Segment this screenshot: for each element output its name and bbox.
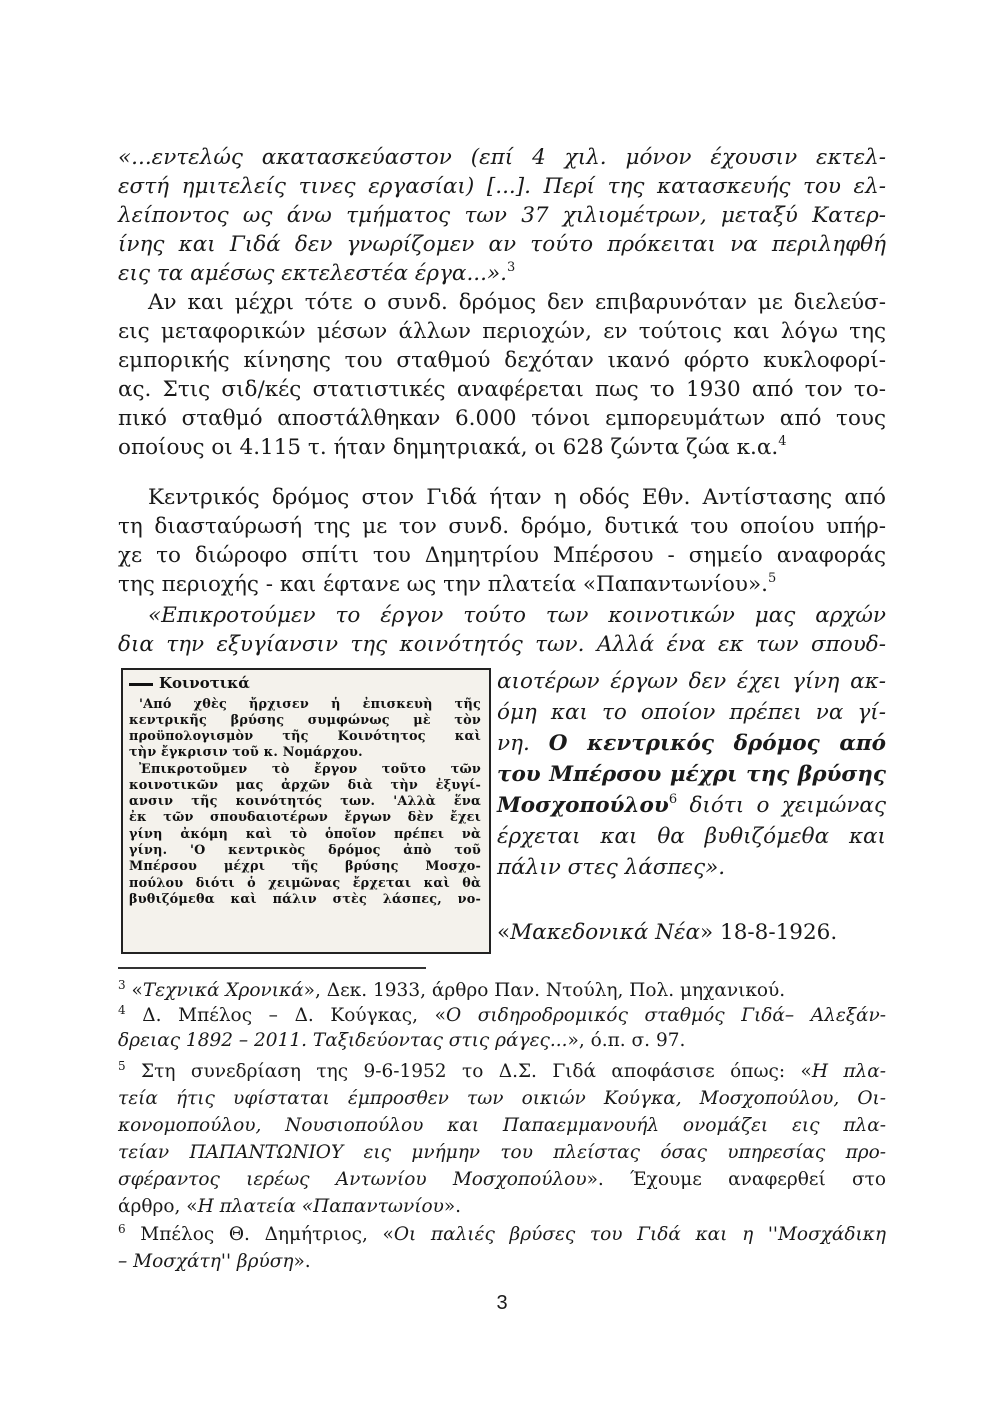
quote2-bold-text: Μοσχοπούλου [497,793,669,818]
footnote-5 [118,1059,886,1084]
fn6-title: – Μοσχάτη'' βρύση [118,1251,294,1272]
quote1-line: λείποντος ως άνω τμήματος των 37 χιλιομέτρων, μεταξύ Κατερ- [118,203,886,228]
quote2-col-line: πάλιν στες λάσπες». [497,855,726,880]
fn4-title: δρειας 1892 – 2011. Ταξιδεύοντας στις ράγες... [118,1030,568,1051]
quote2-bold-text: Ο κεντρικός δρόμος από [548,731,886,756]
fn4-text: », ό.π. σ. 97. [567,1030,686,1051]
fn6-text: ». [293,1251,311,1272]
footnote-5-cont: κονομοπούλου, Νουσιοπούλου και Παπαεμμανουήλ ονομάζει εις πλα- [118,1115,886,1136]
para2-last-text: της περιοχής - και έφτανε ως την πλατεία «Παπαντωνίου». [118,572,768,597]
fn6-text: Μπέλος Θ. Δημήτριος, « [125,1224,394,1245]
fn3-text: « [131,980,143,1001]
fn5-title: Η πλατεία «Παπαντωνίου [197,1196,444,1217]
quote1-line: εστή ημιτελείς τινες εργασίαι) [...]. Περί της κατασκευής του ελ- [118,174,886,199]
source-citation [497,918,886,947]
page-number: 3 [496,1292,508,1314]
para1-line [118,433,886,462]
quote1-line: ίνης και Γιδά δεν γνωρίζομεν αν τούτο πρόκειται να περιληφθή [118,232,886,257]
footnote-5-cont [118,1167,886,1192]
footnote-6-cont [118,1249,886,1274]
footnote-ref-3: 3 [506,260,516,275]
source-open: « [497,920,511,945]
para1-line: εμπορικής κίνησης του σταθμού δεχόταν ικανό φόρτο κυκλοφορί- [118,348,886,373]
footnote-number: 6 [118,1222,126,1236]
para1-last-text: οποίους οι 4.115 τ. ήταν δημητριακά, οι 628 ζώντα ζώα κ.α. [118,435,779,460]
source-paper: Μακεδονικά Νέα [510,920,701,945]
quote2-line: «Επικροτούμεν το έργον τούτο των κοινοτικών μας αρχών [148,603,886,628]
footnote-5-cont [118,1194,886,1219]
fn4-text: Δ. Μπέλος – Δ. Κούγκας, « [125,1005,446,1026]
footnote-ref-6: 6 [668,792,678,807]
footnote-ref-4: 4 [778,434,787,449]
quote2-line: δια την εξυγίανσιν της κοινότητός των. Αλλά ένα εκ των σπουδ- [118,632,886,657]
fn5-text: άρθρο, « [118,1196,198,1217]
quote2-col-line: αιοτέρων έργων δεν έχει γίνη ακ- [497,669,886,694]
clipping-line: βυθιζόμεθα καὶ πάλιν στὲς λάσπες, νο- [129,892,481,907]
quote2-col-line [497,791,886,820]
quote2-col-line: του Μπέρσου μέχρι της βρύσης [497,762,886,787]
clipping-line: πούλου διότι ὁ χειμῶνας ἔρχεται καὶ θὰ [129,876,481,891]
footnote-number: 5 [118,1059,126,1073]
quote2-col-text: διότι ο χειμώνας [677,793,886,818]
quote2-col-line [497,729,886,758]
para1-line: πικό σταθμό αποστάλθηκαν 6.000 τόνοι εμπορευμάτων από τους [118,406,886,431]
quote1-line [118,259,886,288]
fn6-title: Οι παλιές βρύσες του Γιδά και η ''Μοσχάδικη [393,1224,887,1245]
quote2-col-line: όμη και το οποίον πρέπει να γί- [497,700,886,725]
dash-mark [129,683,153,686]
fn5-text: ». [443,1196,462,1217]
clipping-line: τὴν ἔγκρισιν τοῦ κ. Νομάρχου. [129,745,363,760]
footnote-ref-5: 5 [767,571,777,586]
clipping-line: προϋπολογισμὸν τῆς Κοινότητος καὶ [129,729,481,744]
para1-line: Αν και μέχρι τότε ο συνδ. δρόμος δεν επιβαρυνόταν με διελεύσ- [148,290,886,315]
footnote-5-cont: τείαν ΠΑΠΑΝΤΩΝΙΟΥ εις μνήμην του πλείστας όσας υπηρεσίας προ- [118,1142,886,1163]
clipping-heading [129,674,250,692]
fn5-quote: σφέραντος ιερέως Αντωνίου Μοσχοπούλου [118,1169,587,1190]
footnote-4-cont [118,1028,886,1053]
quote2-col-line: έρχεται και θα βυθιζόμεθα και [497,824,886,849]
quote2-col-text: νη. [497,731,549,756]
para2-line: Κεντρικός δρόμος στον Γιδά ήταν η οδός Εθν. Αντίστασης από [148,485,886,510]
footnote-number: 3 [118,978,126,992]
fn5-quote: Η πλα- [811,1061,886,1082]
footnote-6 [118,1222,886,1247]
clipping-line: 'Από χθὲς ἤρχισεν ἡ ἐπισκευὴ τῆς [139,697,481,712]
clipping-line: Ἐπικροτοῦμεν τὸ ἔργον τοῦτο τῶν [139,762,481,777]
quote1-line: «...εντελώς ακατασκεύαστον (επί 4 χιλ. μόνον έχουσιν εκτελ- [118,145,886,170]
footnote-number: 4 [118,1003,126,1017]
para2-line: χε το διώροφο σπίτι του Δημητρίου Μπέρσου - σημείο αναφοράς [118,543,886,568]
source-date: » 18-8-1926. [700,920,838,945]
clipping-heading-text: Κοινοτικά [159,674,250,692]
newspaper-clipping-image [121,668,491,954]
clipping-line: Μπέρσου μέχρι τῆς βρύσης Μοσχο- [129,859,481,874]
fn5-text: Στη συνεδρίαση της 9-6-1952 το Δ.Σ. Γιδά αποφάσισε όπως: « [125,1061,812,1082]
fn3-title: Τεχνικά Χρονικά [142,980,304,1001]
para2-line: τη διασταύρωσή της με τον συνδ. δρόμο, δυτικά του οποίου υπήρ- [118,514,886,539]
clipping-line: γίνη ἀκόμη καὶ τὸ ὁποῖον πρέπει νὰ [129,827,481,842]
clipping-line: κεντρικῆς βρύσης συμφώνως μὲ τὸν [129,713,481,728]
footnote-5-cont: τεία ήτις υφίσταται έμπροσθεν των οικιών Κούγκα, Μοσχοπούλου, Οι- [118,1088,886,1109]
clipping-line: ἐκ τῶν σπουδαιοτέρων ἔργων δὲν ἔχει [129,810,481,825]
fn3-text: », Δεκ. 1933, άρθρο Παν. Ντούλη, Πολ. μηχανικού. [303,980,786,1001]
fn5-text: ». Έχουμε αναφερθεί στο [586,1169,886,1190]
para2-line [118,570,886,599]
clipping-line: κοινοτικῶν μας ἀρχῶν διὰ τὴν ἐξυγί- [129,778,481,793]
para1-line: ας. Στις σιδ/κές στατιστικές αναφέρεται πως το 1930 από τον το- [118,377,886,402]
fn4-title: Ο σιδηροδρομικός σταθμός Γιδά– Αλεξάν- [445,1005,886,1026]
clipping-line: γίνη. 'Ο κεντρικὸς δρόμος ἀπὸ τοῦ [129,843,481,858]
footnote-4 [118,1003,886,1028]
para1-line: εις μεταφορικών μέσων άλλων περιοχών, εν τούτοις και λόγω της [118,319,886,344]
quote1-last-text: εις τα αμέσως εκτελεστέα έργα...». [118,261,507,286]
clipping-line: ανσιν τῆς κοινότητός των. 'Αλλὰ ἕνα [129,794,481,809]
footnote-3 [118,978,886,1003]
footnote-separator [118,967,426,969]
